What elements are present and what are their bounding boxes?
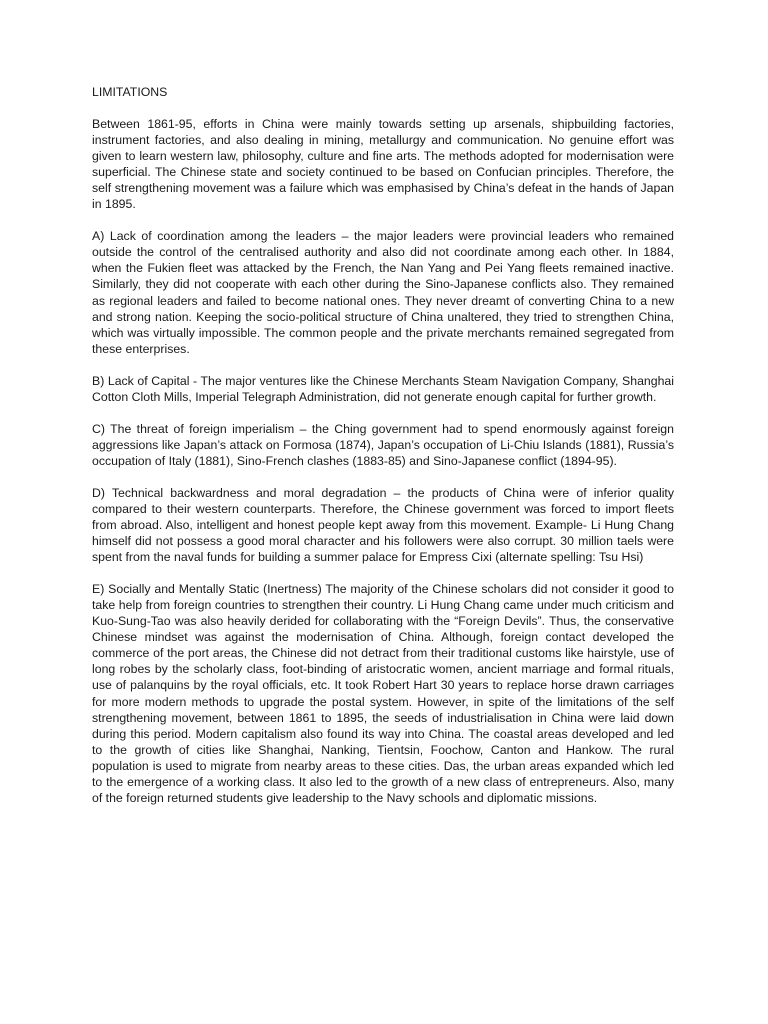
paragraph-foreign-imperialism: C) The threat of foreign imperialism – the Ching government had to spend enormously against foreign aggressions like Japan’s attack on Formosa (1874), Japan’s occupation of Li-Chiu Islands (1881), Russia’s occupation of Italy (1881), Sino-French clashes (1883-85) and Sino-Japanese conflict (1894-95). — [92, 421, 674, 468]
paragraph-lack-of-capital: B) Lack of Capital - The major ventures like the Chinese Merchants Steam Navigation Company, Shanghai Cotton Cloth Mills, Imperial Telegraph Administration, did not generate enough capital for further growth. — [92, 373, 674, 404]
document-page — [92, 84, 674, 822]
paragraph-lack-of-coordination: A) Lack of coordination among the leaders – the major leaders were provincial leaders who remained outside the control of the centralised authority and also did not coordinate among each other. In 1884, when the Fukien fleet was attacked by the French, the Nan Yang and Pei Yang fleets remained inactive. Similarly, they did not cooperate with each other during the Sino-Japanese conflicts also. They remained as regional leaders and failed to become national ones. They never dreamt of converting China to a new and strong nation. Keeping the socio-political structure of China unaltered, they tried to strengthen China, which was virtually impossible. The common people and the private merchants remained segregated from these enterprises. — [92, 229, 674, 356]
paragraph-socially-static: E) Socially and Mentally Static (Inertness) The majority of the Chinese scholars did not consider it good to take help from foreign countries to strengthen their country. Li Hung Chang came under much criticism and Kuo-Sung-Tao was also heavily derided for collaborating with the “Foreign Devils”. Thus, the conservative Chinese mindset was against the modernisation of China. Although, foreign contact developed the commerce of the port areas, the Chinese did not detract from their traditional customs like hairstyle, use of long robes by the scholarly class, foot-binding of aristocratic women, ancient marriage and formal rituals, use of palanquins by the royal officials, etc. It took Robert Hart 30 years to replace horse drawn carriages for more modern methods to upgrade the postal system. However, in spite of the limitations of the self strengthening movement, between 1861 to 1895, the seeds of industrialisation in China were laid down during this period. Modern capitalism also found its way into China. The coastal areas developed and led to the growth of cities like Shanghai, Nanking, Tientsin, Foochow, Canton and Hankow. The rural population is used to migrate from nearby areas to these cities. Das, the urban areas expanded which led to the emergence of a working class. It also led to the growth of a new class of entrepreneurs. Also, many of the foreign returned students give leadership to the Navy schools and diplomatic missions. — [92, 582, 674, 805]
paragraph-intro: Between 1861-95, efforts in China were mainly towards setting up arsenals, shipbuilding factories, instrument factories, and also dealing in mining, metallurgy and communication. No genuine effort was given to learn western law, philosophy, culture and fine arts. The methods adopted for modernisation were superficial. The Chinese state and society continued to be based on Confucian principles. Therefore, the self strengthening movement was a failure which was emphasised by China’s defeat in the hands of Japan in 1895. — [92, 117, 674, 212]
section-heading: LIMITATIONS — [92, 85, 168, 99]
paragraph-technical-backwardness: D) Technical backwardness and moral degradation – the products of China were of inferior quality compared to their western counterparts. Therefore, the Chinese government was forced to import fleets from abroad. Also, intelligent and honest people kept away from this movement. Example- Li Hung Chang himself did not possess a good moral character and his followers were also corrupt. 30 million taels were spent from the naval funds for building a summer palace for Empress Cixi (alternate spelling: Tsu Hsi) — [92, 485, 674, 565]
